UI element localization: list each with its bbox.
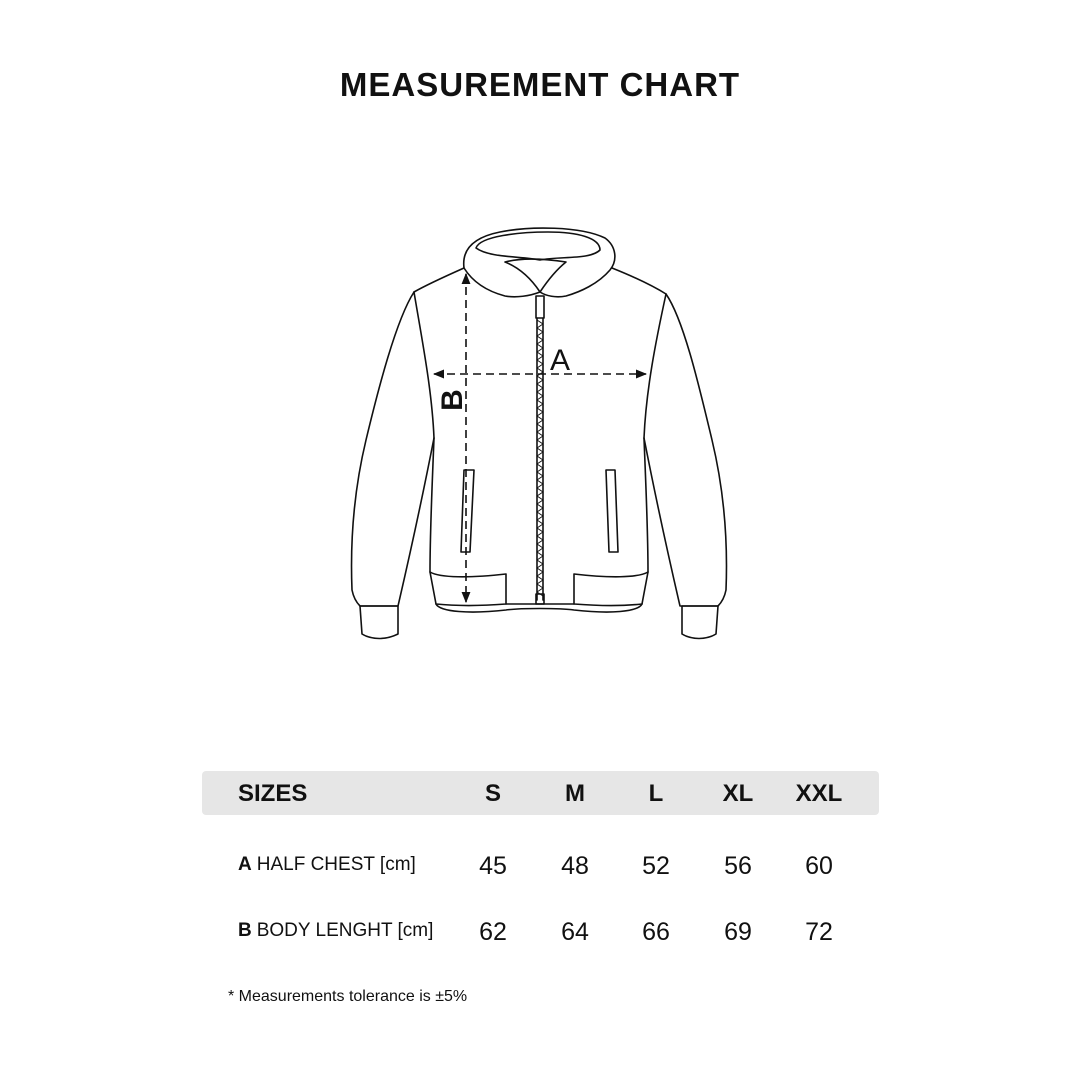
tolerance-note: * Measurements tolerance is ±5%	[228, 988, 468, 1005]
right-cuff	[682, 606, 718, 639]
row-letter-b: B	[238, 920, 252, 941]
label-a: A	[549, 344, 571, 377]
hood-inner-rim	[476, 232, 600, 260]
half-chest-s: 45	[479, 852, 507, 880]
waistband-left	[430, 572, 506, 606]
hood-outline	[464, 228, 615, 297]
row-label-half-chest	[238, 854, 458, 876]
body-length-l: 66	[642, 918, 670, 946]
right-pocket	[606, 470, 618, 552]
zipper-pull	[536, 296, 544, 318]
hood-opening	[505, 259, 566, 292]
half-chest-l: 52	[642, 852, 670, 880]
body-length-m: 64	[561, 918, 589, 946]
body-left-side	[414, 268, 464, 572]
size-col-xxl: XXL	[795, 780, 843, 807]
row-label-body-length	[238, 920, 458, 942]
sizes-header: SIZES	[238, 780, 308, 807]
half-chest-xl: 56	[724, 852, 752, 880]
size-col-s: S	[484, 780, 501, 807]
row-text-body-length: BODY LENGHT [cm]	[256, 920, 434, 941]
left-cuff	[360, 606, 398, 639]
left-pocket	[461, 470, 474, 552]
size-col-l: L	[648, 780, 664, 807]
waistband-right	[574, 572, 648, 606]
body-right-side	[612, 268, 666, 572]
label-b: B	[436, 389, 469, 411]
half-chest-m: 48	[561, 852, 589, 880]
size-col-xl: XL	[722, 780, 754, 807]
body-length-s: 62	[479, 918, 507, 946]
page-title: MEASUREMENT CHART	[339, 66, 741, 103]
zipper-teeth	[537, 320, 543, 596]
row-text-half-chest: HALF CHEST [cm]	[256, 854, 416, 875]
half-chest-xxl: 60	[805, 852, 833, 880]
row-letter-a: A	[238, 854, 252, 875]
body-length-xxl: 72	[805, 918, 833, 946]
body-length-xl: 69	[724, 918, 752, 946]
size-col-m: M	[565, 780, 585, 807]
